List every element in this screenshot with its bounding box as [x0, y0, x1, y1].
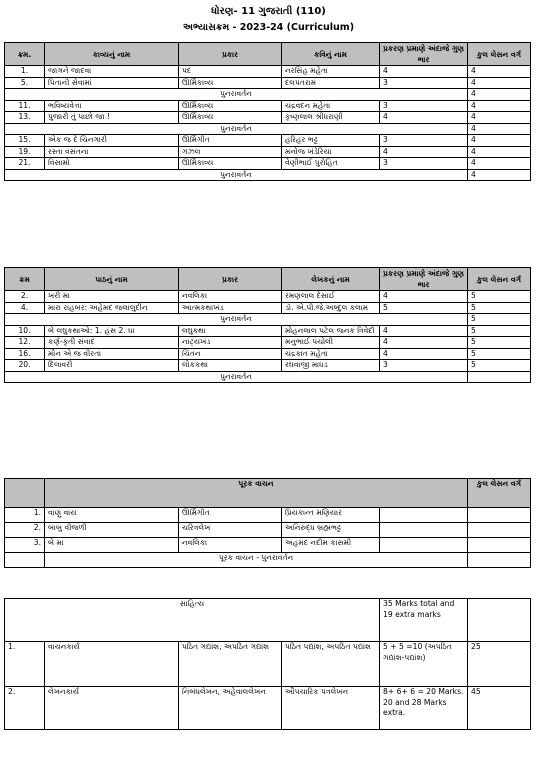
lesson-count: 4 — [468, 123, 531, 135]
table-row — [5, 100, 531, 112]
type-header: પ્રકાર — [179, 268, 282, 291]
marks-weight: 4 — [380, 325, 468, 337]
table-row — [5, 325, 531, 337]
revision-row — [5, 371, 531, 383]
no-header: ક્રમ — [5, 268, 45, 291]
lesson-count: 25 — [468, 642, 531, 687]
serial-number: 5. — [5, 77, 45, 89]
literature-table — [4, 598, 531, 730]
serial-number: 13. — [5, 112, 45, 124]
author-name: નરસિંહ મહેતા — [282, 66, 380, 78]
lesson-name: મૌન એ જ વીરતા — [45, 348, 179, 360]
lesson-name: બે લઘુકથાઓ: 1. હંસ 2. ધા — [45, 325, 179, 337]
author-name: પ્રિયકાન્ત મણિયાર — [282, 508, 380, 523]
lesson-type: ઊર્મિગીત — [179, 508, 282, 523]
lesson-count: 5 — [468, 302, 531, 314]
blank-cell — [380, 508, 468, 523]
lesson-type: લઘુકથા — [179, 325, 282, 337]
blank-cell — [380, 538, 468, 553]
lesson-name: દિલાવરી — [45, 360, 179, 372]
lesson-name: રસ્તા વસંતના — [45, 146, 179, 158]
lesson-name: એક જ દે ચિનગારી — [45, 135, 179, 147]
lesson-count: 5 — [468, 348, 531, 360]
lesson-count: 4 — [468, 169, 531, 181]
lesson-type: ઊર્મિકાવ્ય — [179, 112, 282, 124]
revision-label: પુનરાવર્તન — [5, 371, 468, 383]
lessons-header: કુલ લેસન વર્ગ — [468, 479, 531, 508]
lesson-type: ચરિત્રલેખ — [179, 523, 282, 538]
poetry-header-row — [5, 43, 531, 66]
table-row — [5, 687, 531, 730]
lesson-type: ઊર્મિકાવ્ય — [179, 158, 282, 170]
lesson-count: 5 — [468, 325, 531, 337]
lessons-header: કુલ લેસન વર્ગ — [468, 43, 531, 66]
lesson-count: 4 — [468, 146, 531, 158]
table-row — [5, 158, 531, 170]
lesson-type: નવલિકા — [179, 538, 282, 553]
revision-label: પુનરાવર્તન — [5, 314, 468, 326]
lesson-type: નવલિકા — [179, 291, 282, 303]
page-subtitle: અભ્યાસક્રમ - 2023-24 (Curriculum) — [182, 22, 355, 33]
author-name: મનોજ ખંડેરિયા — [282, 146, 380, 158]
marks-weight: 3 — [380, 135, 468, 147]
page-title: ધોરણ- 11 ગુજરાતી (110) — [211, 6, 326, 17]
table-row — [5, 302, 531, 314]
lesson-count: 4 — [468, 158, 531, 170]
lesson-count: 4 — [468, 112, 531, 124]
marks-weight: 4 — [380, 337, 468, 349]
lesson-type: ઊર્મિકાવ્ય — [179, 77, 282, 89]
activity-detail: ઔપચારિક પત્રલેખન — [282, 687, 380, 730]
serial-number: 15. — [5, 135, 45, 147]
author-name: મનુભાઈ પંચોલી — [282, 337, 380, 349]
marks-weight: 4 — [380, 348, 468, 360]
revision-row — [5, 169, 531, 181]
marks-weight: 4 — [380, 112, 468, 124]
author-header: કવિનું નામ — [282, 43, 380, 66]
lesson-name: કર્ણ-કૃતી સંવાદ — [45, 337, 179, 349]
lesson-count: 4 — [468, 135, 531, 147]
table-row — [5, 135, 531, 147]
lesson-count: 4 — [468, 77, 531, 89]
revision-row — [5, 123, 531, 135]
lesson-name: બે મા — [45, 538, 179, 553]
lesson-type: ઊર્મિકાવ્ય — [179, 100, 282, 112]
lesson-name: પુજારી તું પાછો જા ! — [45, 112, 179, 124]
lesson-type: લોકકથા — [179, 360, 282, 372]
author-name: દલપતરામ — [282, 77, 380, 89]
revision-label: પુનરાવર્તન — [5, 169, 468, 181]
name-header: કાવ્યનું નામ — [45, 43, 179, 66]
lesson-count: 45 — [468, 687, 531, 730]
marks-weight: 3 — [380, 360, 468, 372]
serial-number: 1. — [5, 508, 45, 523]
blank-cell — [468, 599, 531, 642]
lesson-count: 4 — [468, 89, 531, 101]
lesson-count: 5 — [468, 360, 531, 372]
marks-weight: 4 — [380, 146, 468, 158]
author-name: ડૉ. એ.પી.જે.અબ્દુલ કલામ — [282, 302, 380, 314]
author-name: ચંદ્રવદન મહેતા — [282, 100, 380, 112]
serial-number: 10. — [5, 325, 45, 337]
activity-name: વાચનકાર્ય — [45, 642, 179, 687]
revision-row — [5, 89, 531, 101]
serial-number: 19. — [5, 146, 45, 158]
lesson-name: વિસામો — [45, 158, 179, 170]
author-name: વેણીભાઈ પુરોહિત — [282, 158, 380, 170]
blank-cell — [5, 479, 45, 508]
author-name: રમણલાલ દેસાઈ — [282, 291, 380, 303]
supplementary-header-row — [5, 479, 531, 508]
table-row — [5, 77, 531, 89]
poetry-table — [4, 42, 531, 181]
table-row — [5, 508, 531, 523]
lesson-count — [468, 371, 531, 383]
revision-row — [5, 553, 531, 568]
marks-note: 35 Marks total and 19 extra marks — [380, 599, 468, 642]
serial-number: 12. — [5, 337, 45, 349]
marks-weight: 4 — [380, 291, 468, 303]
table-row — [5, 66, 531, 78]
no-header: ક્રમ. — [5, 43, 45, 66]
lesson-type: આત્મકથાખંડ — [179, 302, 282, 314]
lesson-name: ભવિષ્યવેત્તા — [45, 100, 179, 112]
serial-number: 2. — [5, 523, 45, 538]
marks-weight: 8+ 6+ 6 = 20 Marks. 20 and 28 Marks extra. — [380, 687, 468, 730]
serial-number: 16. — [5, 348, 45, 360]
marks-header: પ્રકરણ પ્રમાણે અંદાજે ગુણ ભાર — [380, 43, 468, 66]
marks-header: પ્રકરણ પ્રમાણે અંદાજે ગુણ ભાર — [380, 268, 468, 291]
blank-cell — [5, 553, 45, 568]
blank-cell — [380, 523, 468, 538]
prose-table — [4, 267, 531, 383]
lesson-count: 4 — [468, 100, 531, 112]
marks-weight: 5 — [380, 302, 468, 314]
marks-weight: 3 — [380, 158, 468, 170]
marks-weight: 3 — [380, 77, 468, 89]
activity-name: લેખનકાર્ય — [45, 687, 179, 730]
name-header: પાઠનું નામ — [45, 268, 179, 291]
author-name: રઘવાજી માધડ — [282, 360, 380, 372]
serial-number: 1. — [5, 642, 45, 687]
table-row — [5, 523, 531, 538]
serial-number: 4. — [5, 302, 45, 314]
serial-number: 1. — [5, 66, 45, 78]
author-header: લેખકનું નામ — [282, 268, 380, 291]
table-row — [5, 337, 531, 349]
lesson-name: બાબુ વીજળી — [45, 523, 179, 538]
lesson-type: ગઝલ — [179, 146, 282, 158]
lesson-type: નાટ્યખંડ — [179, 337, 282, 349]
blank-cell — [468, 523, 531, 538]
lesson-name: મારા રાહબર: અહેમદ જલાલુદીન — [45, 302, 179, 314]
prose-header-row — [5, 268, 531, 291]
table-row — [5, 291, 531, 303]
table-row — [5, 348, 531, 360]
lesson-name: પિતાની સેવામાં — [45, 77, 179, 89]
marks-weight: 3 — [380, 100, 468, 112]
marks-weight: 5 + 5 =10 (અપઠિત ગદ્યાંશ-પદ્યાંશ) — [380, 642, 468, 687]
table-row — [5, 146, 531, 158]
serial-number: 20. — [5, 360, 45, 372]
serial-number: 21. — [5, 158, 45, 170]
serial-number: 2. — [5, 291, 45, 303]
lessons-header: કુલ લેસન વર્ગ — [468, 268, 531, 291]
serial-number: 11. — [5, 100, 45, 112]
literature-heading: સાહિત્ય — [5, 599, 380, 642]
lesson-type: પદ — [179, 66, 282, 78]
activity-type: નિબંધલેખન, અહેવાલલેખન — [179, 687, 282, 730]
lesson-type: ચિંતન — [179, 348, 282, 360]
table-row — [5, 360, 531, 372]
activity-detail: પઠિત પદ્યાંશ, અપઠિત પદ્યાંશ — [282, 642, 380, 687]
lesson-count: 5 — [468, 291, 531, 303]
table-row — [5, 538, 531, 553]
author-name: ચંદ્રકાંત મહેતા — [282, 348, 380, 360]
author-name: મોહનલાલ પટેલ જનક ત્રિવેદી — [282, 325, 380, 337]
author-name: અનિરુદ્ધ બ્રહ્મભટ્ટ — [282, 523, 380, 538]
marks-weight: 4 — [380, 66, 468, 78]
lesson-name: વાણું વાય — [45, 508, 179, 523]
literature-header-row — [5, 599, 531, 642]
table-row — [5, 642, 531, 687]
lesson-count: 4 — [468, 66, 531, 78]
serial-number: 3. — [5, 538, 45, 553]
supplementary-table — [4, 478, 531, 568]
author-name: હરિહર ભટ્ટ — [282, 135, 380, 147]
table-row — [5, 112, 531, 124]
blank-cell — [468, 553, 531, 568]
blank-cell — [468, 508, 531, 523]
lesson-count: 5 — [468, 314, 531, 326]
lesson-name: ખરી મા — [45, 291, 179, 303]
author-name: અહમદ નદીમ કાસમી — [282, 538, 380, 553]
serial-number: 2. — [5, 687, 45, 730]
revision-label: પૂરક વાચન - પુનરાવર્તન — [45, 553, 468, 568]
author-name: કૃષ્ણલાલ શ્રીધરાણી — [282, 112, 380, 124]
revision-label: પુનરાવર્તન — [5, 123, 468, 135]
revision-row — [5, 314, 531, 326]
lesson-type: ઊર્મિગીત — [179, 135, 282, 147]
blank-cell — [468, 538, 531, 553]
revision-label: પુનરાવર્તન — [5, 89, 468, 101]
type-header: પ્રકાર — [179, 43, 282, 66]
activity-type: પઠિત ગદ્યાંશ, અપઠિત ગદ્યાંશ — [179, 642, 282, 687]
supplementary-heading: પૂરક વાચન — [45, 479, 468, 508]
lesson-count: 5 — [468, 337, 531, 349]
lesson-name: જાગને જાદવા — [45, 66, 179, 78]
